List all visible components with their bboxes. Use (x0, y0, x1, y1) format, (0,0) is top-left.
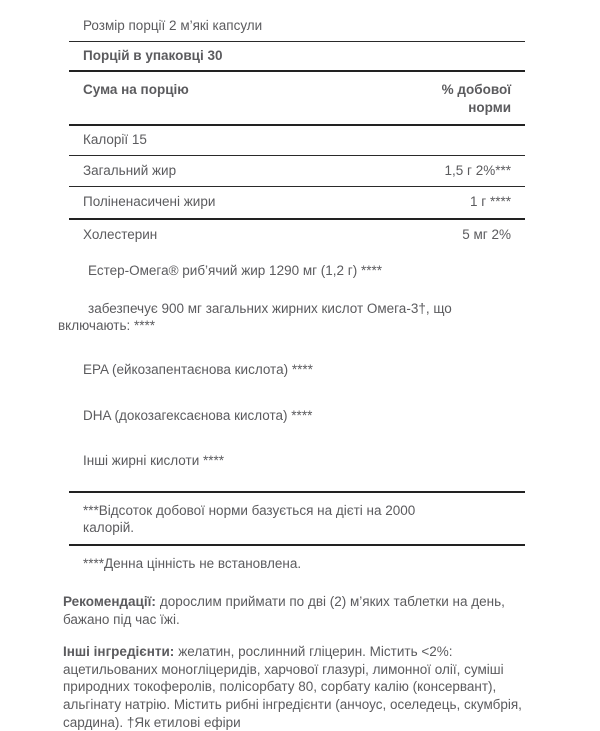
calories-text: Калорії 15 (83, 132, 147, 148)
facts-table (58, 0, 525, 580)
footnote-dv-not-established-text: ****Денна цінність не встановлена. (83, 555, 302, 571)
other-ingredients-label: Інші інгредієнти: (63, 644, 175, 660)
calories-row (69, 126, 525, 156)
cholesterol-label: Холестерин (83, 226, 158, 242)
omega3-total-text: забезпечує 900 мг загальних жирних кислот Омега-3†, що включають: **** (58, 300, 452, 334)
total-fat-row (69, 156, 525, 188)
servings-per-container-text: Порцій в упаковці 30 (83, 47, 223, 63)
other-ingredients-text: желатин, рослинний гліцерин. Містить <2%: ацетильованих моногліцеридів, харчової глазурі, лимонної олії, суміші природних токоферолів, полісорбату 80, сорбату калію (консервант), альгінату натрію. Містить рибні інгредієнти (анчоус, оселедець, скумбрія, сардина). †Як етилові ефіри (63, 644, 522, 730)
daily-value-header: % добової норми (441, 82, 511, 115)
polyunsaturated-fat-value: 1 г **** (470, 194, 511, 210)
polyunsaturated-fat-row (69, 187, 525, 220)
ester-omega-fish-oil-row (69, 257, 525, 286)
other-fatty-acids-text: Інші жирні кислоти **** (83, 453, 224, 469)
dha-text: DHA (докозагексаєнова кислота) **** (83, 407, 313, 423)
recommendations-label: Рекомендації: (63, 594, 156, 610)
serving-size-text: Розмір порції 2 м’які капсули (83, 18, 263, 33)
total-fat-label: Загальний жир (83, 162, 177, 178)
cholesterol-value: 5 мг 2% (462, 226, 511, 242)
polyunsaturated-fat-label: Поліненасичені жири (83, 194, 216, 210)
epa-row (69, 356, 525, 385)
recommendations-paragraph (63, 593, 547, 628)
other-fatty-acids-row (69, 447, 525, 493)
omega3-total-row (58, 295, 525, 341)
dha-row (69, 402, 525, 431)
ester-omega-fish-oil-text: Естер-Омега® риб’ячий жир 1290 мг (1,2 г) **** (88, 263, 382, 279)
epa-text: EPA (ейкозапентаєнова кислота) **** (83, 362, 313, 378)
other-ingredients-paragraph (63, 643, 547, 731)
footnote-daily-value-row (69, 493, 525, 546)
serving-size-row (69, 12, 525, 42)
cholesterol-row (69, 220, 525, 251)
footnote-dv-not-established-row (69, 546, 525, 581)
servings-per-container-row (69, 42, 525, 73)
total-fat-value: 1,5 г 2%*** (444, 162, 511, 178)
amount-per-serving-header-row (69, 72, 525, 126)
recommendations-text: дорослим приймати по дві (2) м’яких таблетки на день, бажано під час їжі. (63, 594, 505, 627)
footnote-daily-value-text: ***Відсоток добової норми базується на дієті на 2000 калорій. (83, 502, 416, 536)
amount-per-serving-label: Сума на порцію (83, 82, 189, 98)
